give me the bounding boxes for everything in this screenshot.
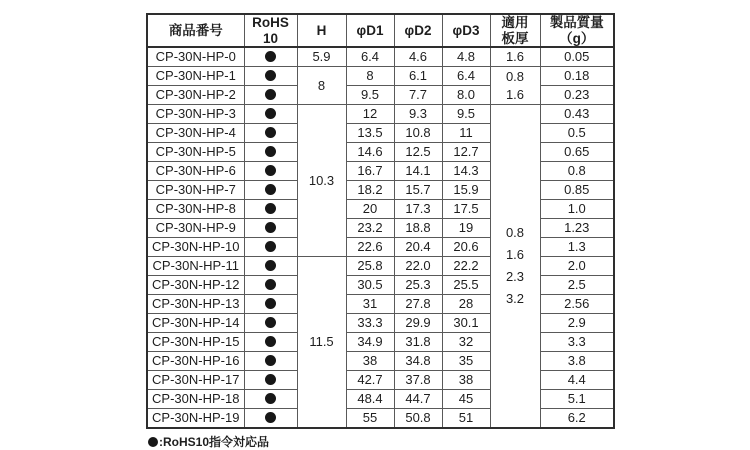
rohs-compliant-icon (265, 317, 276, 328)
d1-cell: 30.5 (346, 276, 394, 295)
part-number-cell: CP-30N-HP-9 (147, 219, 244, 238)
d3-cell: 8.0 (442, 86, 490, 105)
part-number-cell: CP-30N-HP-19 (147, 409, 244, 429)
part-number-cell: CP-30N-HP-6 (147, 162, 244, 181)
column-header-plate-thickness: 適用 板厚 (490, 14, 540, 47)
table-header (147, 14, 614, 47)
rohs-cell (244, 333, 297, 352)
mass-cell: 6.2 (540, 409, 614, 429)
table-row (147, 143, 614, 162)
column-header-h: H (297, 14, 346, 47)
table-row (147, 238, 614, 257)
mass-cell: 2.9 (540, 314, 614, 333)
rohs-compliant-icon (265, 203, 276, 214)
table-row (147, 314, 614, 333)
mass-cell: 3.3 (540, 333, 614, 352)
rohs-cell (244, 371, 297, 390)
d3-cell: 6.4 (442, 67, 490, 86)
d3-cell: 9.5 (442, 105, 490, 124)
d3-cell: 15.9 (442, 181, 490, 200)
d3-cell: 45 (442, 390, 490, 409)
d3-cell: 35 (442, 352, 490, 371)
d2-cell: 17.3 (394, 200, 442, 219)
part-number-cell: CP-30N-HP-11 (147, 257, 244, 276)
mass-cell: 0.65 (540, 143, 614, 162)
d2-cell: 4.6 (394, 47, 442, 67)
column-header-d1: φD1 (346, 14, 394, 47)
d3-cell: 4.8 (442, 47, 490, 67)
d1-cell: 14.6 (346, 143, 394, 162)
d1-cell: 22.6 (346, 238, 394, 257)
d2-cell: 14.1 (394, 162, 442, 181)
table-body (147, 47, 614, 428)
rohs-compliant-icon (265, 108, 276, 119)
part-number-cell: CP-30N-HP-1 (147, 67, 244, 86)
d1-cell: 25.8 (346, 257, 394, 276)
d3-cell: 30.1 (442, 314, 490, 333)
rohs-cell (244, 86, 297, 105)
d1-cell: 20 (346, 200, 394, 219)
mass-cell: 1.0 (540, 200, 614, 219)
column-header-d2: φD2 (394, 14, 442, 47)
part-number-cell: CP-30N-HP-3 (147, 105, 244, 124)
plate-thickness-cell: 0.8 1.6 2.3 3.2 (490, 105, 540, 429)
table-row (147, 162, 614, 181)
table-row (147, 124, 614, 143)
d2-cell: 9.3 (394, 105, 442, 124)
column-header-d3: φD3 (442, 14, 490, 47)
part-number-cell: CP-30N-HP-12 (147, 276, 244, 295)
rohs-compliant-icon (265, 336, 276, 347)
part-number-cell: CP-30N-HP-13 (147, 295, 244, 314)
table-row (147, 105, 614, 124)
d2-cell: 18.8 (394, 219, 442, 238)
rohs-compliant-icon (265, 298, 276, 309)
mass-cell: 1.3 (540, 238, 614, 257)
table-row (147, 371, 614, 390)
rohs-filled-circle-icon (148, 437, 158, 447)
part-number-cell: CP-30N-HP-0 (147, 47, 244, 67)
d3-cell: 17.5 (442, 200, 490, 219)
d3-cell: 25.5 (442, 276, 490, 295)
d2-cell: 6.1 (394, 67, 442, 86)
mass-cell: 5.1 (540, 390, 614, 409)
table-row (147, 295, 614, 314)
rohs-compliant-icon (265, 279, 276, 290)
rohs-compliant-icon (265, 165, 276, 176)
h-value-cell: 11.5 (297, 257, 346, 429)
rohs-compliant-icon (265, 260, 276, 271)
d1-cell: 34.9 (346, 333, 394, 352)
mass-cell: 0.18 (540, 67, 614, 86)
column-header-rohs10: RoHS 10 (244, 14, 297, 47)
part-number-cell: CP-30N-HP-14 (147, 314, 244, 333)
d1-cell: 6.4 (346, 47, 394, 67)
rohs-compliant-icon (265, 127, 276, 138)
d2-cell: 44.7 (394, 390, 442, 409)
rohs-cell (244, 143, 297, 162)
rohs-cell (244, 257, 297, 276)
d3-cell: 28 (442, 295, 490, 314)
footnote-text: :RoHS10指令対応品 (159, 435, 270, 449)
rohs-cell (244, 67, 297, 86)
plate-thickness-cell: 1.6 (490, 47, 540, 67)
table-row (147, 333, 614, 352)
part-number-cell: CP-30N-HP-10 (147, 238, 244, 257)
d3-cell: 11 (442, 124, 490, 143)
part-number-cell: CP-30N-HP-16 (147, 352, 244, 371)
part-number-cell: CP-30N-HP-8 (147, 200, 244, 219)
part-number-cell: CP-30N-HP-18 (147, 390, 244, 409)
d3-cell: 20.6 (442, 238, 490, 257)
table-row (147, 200, 614, 219)
rohs-cell (244, 219, 297, 238)
d1-cell: 12 (346, 105, 394, 124)
rohs-cell (244, 238, 297, 257)
d3-cell: 32 (442, 333, 490, 352)
d2-cell: 27.8 (394, 295, 442, 314)
table-row (147, 409, 614, 429)
mass-cell: 2.5 (540, 276, 614, 295)
part-number-cell: CP-30N-HP-15 (147, 333, 244, 352)
column-header-part-number: 商品番号 (147, 14, 244, 47)
mass-cell: 1.23 (540, 219, 614, 238)
rohs-compliant-icon (265, 89, 276, 100)
product-spec-table (146, 13, 615, 429)
rohs-compliant-icon (265, 70, 276, 81)
d3-cell: 12.7 (442, 143, 490, 162)
rohs-compliant-icon (265, 393, 276, 404)
h-value-cell: 8 (297, 67, 346, 105)
d1-cell: 38 (346, 352, 394, 371)
d2-cell: 25.3 (394, 276, 442, 295)
rohs-compliant-icon (265, 241, 276, 252)
d3-cell: 51 (442, 409, 490, 429)
rohs-cell (244, 47, 297, 67)
d1-cell: 31 (346, 295, 394, 314)
part-number-cell: CP-30N-HP-5 (147, 143, 244, 162)
mass-cell: 0.85 (540, 181, 614, 200)
part-number-cell: CP-30N-HP-17 (147, 371, 244, 390)
rohs-footnote (148, 433, 269, 450)
mass-cell: 2.0 (540, 257, 614, 276)
d1-cell: 33.3 (346, 314, 394, 333)
d1-cell: 18.2 (346, 181, 394, 200)
table-row (147, 86, 614, 105)
mass-cell: 0.5 (540, 124, 614, 143)
rohs-cell (244, 314, 297, 333)
part-number-cell: CP-30N-HP-4 (147, 124, 244, 143)
table-row (147, 47, 614, 67)
rohs-cell (244, 200, 297, 219)
d1-cell: 42.7 (346, 371, 394, 390)
rohs-cell (244, 105, 297, 124)
mass-cell: 3.8 (540, 352, 614, 371)
d2-cell: 37.8 (394, 371, 442, 390)
plate-thickness-cell: 0.8 1.6 (490, 67, 540, 105)
table-row (147, 219, 614, 238)
d1-cell: 48.4 (346, 390, 394, 409)
d2-cell: 22.0 (394, 257, 442, 276)
rohs-cell (244, 162, 297, 181)
d3-cell: 38 (442, 371, 490, 390)
table-row (147, 352, 614, 371)
mass-cell: 0.23 (540, 86, 614, 105)
rohs-compliant-icon (265, 184, 276, 195)
rohs-cell (244, 124, 297, 143)
part-number-cell: CP-30N-HP-2 (147, 86, 244, 105)
rohs-compliant-icon (265, 146, 276, 157)
d1-cell: 13.5 (346, 124, 394, 143)
rohs-compliant-icon (265, 412, 276, 423)
d2-cell: 15.7 (394, 181, 442, 200)
mass-cell: 2.56 (540, 295, 614, 314)
d1-cell: 9.5 (346, 86, 394, 105)
table-row (147, 276, 614, 295)
mass-cell: 0.05 (540, 47, 614, 67)
d1-cell: 8 (346, 67, 394, 86)
d1-cell: 16.7 (346, 162, 394, 181)
rohs-compliant-icon (265, 374, 276, 385)
d3-cell: 22.2 (442, 257, 490, 276)
d3-cell: 19 (442, 219, 490, 238)
rohs-compliant-icon (265, 222, 276, 233)
d2-cell: 20.4 (394, 238, 442, 257)
d2-cell: 50.8 (394, 409, 442, 429)
d1-cell: 23.2 (346, 219, 394, 238)
d2-cell: 12.5 (394, 143, 442, 162)
rohs-cell (244, 295, 297, 314)
rohs-cell (244, 409, 297, 429)
h-value-cell: 5.9 (297, 47, 346, 67)
d2-cell: 7.7 (394, 86, 442, 105)
mass-cell: 4.4 (540, 371, 614, 390)
column-header-mass: 製品質量 （g） (540, 14, 614, 47)
h-value-cell: 10.3 (297, 105, 346, 257)
d2-cell: 29.9 (394, 314, 442, 333)
mass-cell: 0.8 (540, 162, 614, 181)
table-row (147, 67, 614, 86)
table-row (147, 181, 614, 200)
d1-cell: 55 (346, 409, 394, 429)
table-row (147, 390, 614, 409)
d3-cell: 14.3 (442, 162, 490, 181)
part-number-cell: CP-30N-HP-7 (147, 181, 244, 200)
rohs-cell (244, 352, 297, 371)
d2-cell: 34.8 (394, 352, 442, 371)
rohs-cell (244, 181, 297, 200)
rohs-compliant-icon (265, 51, 276, 62)
mass-cell: 0.43 (540, 105, 614, 124)
header-row (147, 14, 614, 47)
d2-cell: 10.8 (394, 124, 442, 143)
rohs-cell (244, 276, 297, 295)
d2-cell: 31.8 (394, 333, 442, 352)
rohs-compliant-icon (265, 355, 276, 366)
table-row (147, 257, 614, 276)
rohs-cell (244, 390, 297, 409)
